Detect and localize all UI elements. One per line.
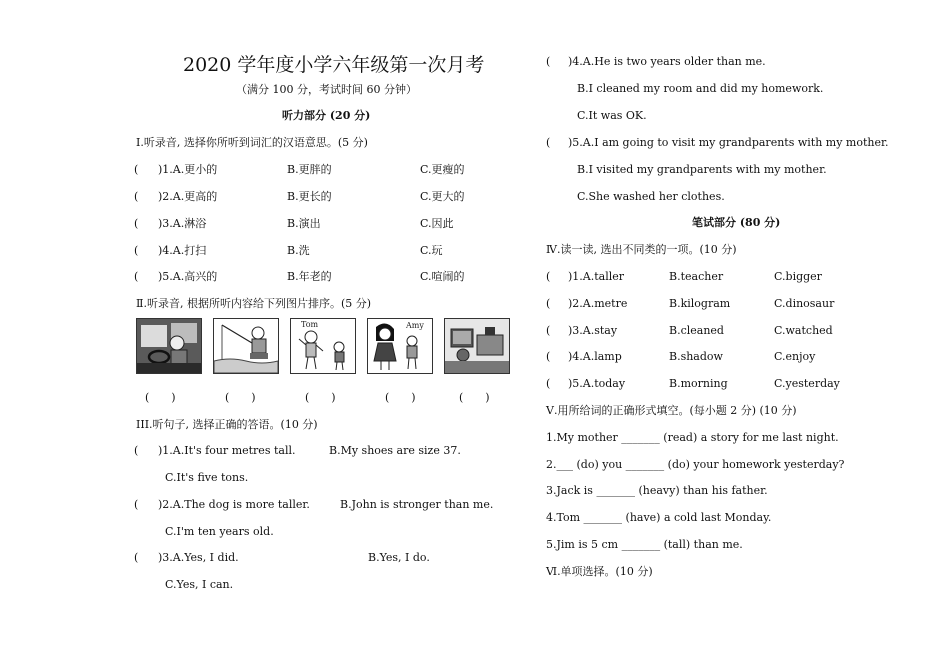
- option-b: B.cleaned: [669, 324, 724, 337]
- paren-open: (: [134, 190, 139, 203]
- option-c: C.喧闹的: [420, 270, 465, 283]
- paren-open: (: [546, 297, 551, 310]
- option-c: C.bigger: [774, 270, 822, 283]
- paren-open: (: [134, 244, 139, 257]
- fill-in-item: 5.Jim is 5 cm _______ (tall) than me.: [546, 538, 743, 551]
- option-b: B.Yes, I do.: [368, 551, 430, 564]
- section-6-title: Ⅵ.单项选择。(10 分): [546, 565, 653, 578]
- question-text: )1.A.更小的: [158, 163, 218, 176]
- fill-in-item: 2.___ (do) you _______ (do) your homework yesterday?: [546, 458, 845, 471]
- option-b: B.My shoes are size 37.: [329, 444, 461, 457]
- paren-open: (: [546, 55, 551, 68]
- question-text: )3.A.Yes, I did.: [158, 551, 239, 564]
- option-c: C.yesterday: [774, 377, 840, 390]
- question-text: )2.A.metre: [568, 297, 628, 310]
- option-c: C.It's five tons.: [165, 471, 249, 484]
- option-c: C.更瘦的: [420, 163, 465, 176]
- paren-open: (: [546, 270, 551, 283]
- option-c: C.I'm ten years old.: [165, 525, 274, 538]
- picture-amy-and-friend: [367, 318, 433, 374]
- question-text: )1.A.taller: [568, 270, 625, 283]
- option-c: C.因此: [420, 217, 454, 230]
- paren-open: (: [134, 163, 139, 176]
- option-c: C.Yes, I can.: [165, 578, 234, 591]
- picture-fishing: [213, 318, 279, 374]
- option-c: C.dinosaur: [774, 297, 835, 310]
- answer-blank[interactable]: ( ): [305, 391, 336, 404]
- option-b: B.teacher: [669, 270, 724, 283]
- answer-blank[interactable]: ( ): [225, 391, 256, 404]
- page-subtitle: （满分 100 分，考试时间 60 分钟）: [236, 83, 417, 96]
- question-text: )2.A.更高的: [158, 190, 218, 203]
- paren-open: (: [134, 551, 139, 564]
- paren-open: (: [546, 136, 551, 149]
- picture-tom-and-friend: [290, 318, 356, 374]
- question-text: )1.A.It's four metres tall.: [158, 444, 296, 457]
- section-3-title: III.听句子, 选择正确的答语。(10 分): [136, 418, 318, 431]
- option-c: C.She washed her clothes.: [577, 190, 725, 203]
- option-b: B.更长的: [287, 190, 332, 203]
- tom-label: Tom: [301, 320, 319, 329]
- question-text: )5.A.today: [568, 377, 626, 390]
- section-5-title: Ⅴ.用所给词的正确形式填空。(每小题 2 分) (10 分): [546, 404, 797, 417]
- listening-header: 听力部分 (20 分): [282, 109, 371, 122]
- question-text: )3.A.stay: [568, 324, 618, 337]
- question-text: )5.A.高兴的: [158, 270, 218, 283]
- writing-header: 笔试部分 (80 分): [692, 216, 781, 229]
- option-b: B.年老的: [287, 270, 332, 283]
- answer-blank[interactable]: ( ): [459, 391, 490, 404]
- option-b: B.John is stronger than me.: [340, 498, 494, 511]
- paren-open: (: [546, 377, 551, 390]
- option-c: C.It was OK.: [577, 109, 647, 122]
- option-c: C.更大的: [420, 190, 465, 203]
- paren-open: (: [546, 350, 551, 363]
- question-text: )3.A.淋浴: [158, 217, 207, 230]
- answer-blank[interactable]: ( ): [385, 391, 416, 404]
- picture-driving-car: [136, 318, 202, 374]
- fill-in-item: 4.Tom _______ (have) a cold last Monday.: [546, 511, 772, 524]
- paren-open: (: [546, 324, 551, 337]
- paren-open: (: [134, 270, 139, 283]
- option-c: C.玩: [420, 244, 443, 257]
- page-title: 2020 学年度小学六年级第一次月考: [183, 54, 485, 76]
- question-text: )2.A.The dog is more taller.: [158, 498, 310, 511]
- option-b: B.morning: [669, 377, 728, 390]
- option-b: B.洗: [287, 244, 310, 257]
- paren-open: (: [134, 444, 139, 457]
- fill-in-item: 3.Jack is _______ (heavy) than his father.: [546, 484, 768, 497]
- section-1-title: Ⅰ.听录音, 选择你所听到词汇的汉语意思。(5 分): [136, 136, 368, 149]
- question-text: )4.A.He is two years older than me.: [568, 55, 766, 68]
- question-text: )4.A.打扫: [158, 244, 207, 257]
- fill-in-item: 1.My mother _______ (read) a story for me last night.: [546, 431, 839, 444]
- option-b: B.kilogram: [669, 297, 731, 310]
- question-text: )5.A.I am going to visit my grandparents with my mother.: [568, 136, 889, 149]
- section-4-title: Ⅳ.读一读, 选出不同类的一项。(10 分): [546, 243, 737, 256]
- paren-open: (: [134, 498, 139, 511]
- option-b: B.演出: [287, 217, 321, 230]
- option-b: B.shadow: [669, 350, 723, 363]
- amy-label: Amy: [406, 321, 424, 330]
- paren-open: (: [134, 217, 139, 230]
- section-2-title: Ⅱ.听录音, 根据所听内容给下列图片排序。(5 分): [136, 297, 372, 310]
- option-b: B.I visited my grandparents with my mother.: [577, 163, 827, 176]
- option-c: C.enjoy: [774, 350, 816, 363]
- picture-room-objects: [444, 318, 510, 374]
- option-b: B.更胖的: [287, 163, 332, 176]
- option-c: C.watched: [774, 324, 833, 337]
- option-b: B.I cleaned my room and did my homework.: [577, 82, 824, 95]
- answer-blank[interactable]: ( ): [145, 391, 176, 404]
- question-text: )4.A.lamp: [568, 350, 622, 363]
